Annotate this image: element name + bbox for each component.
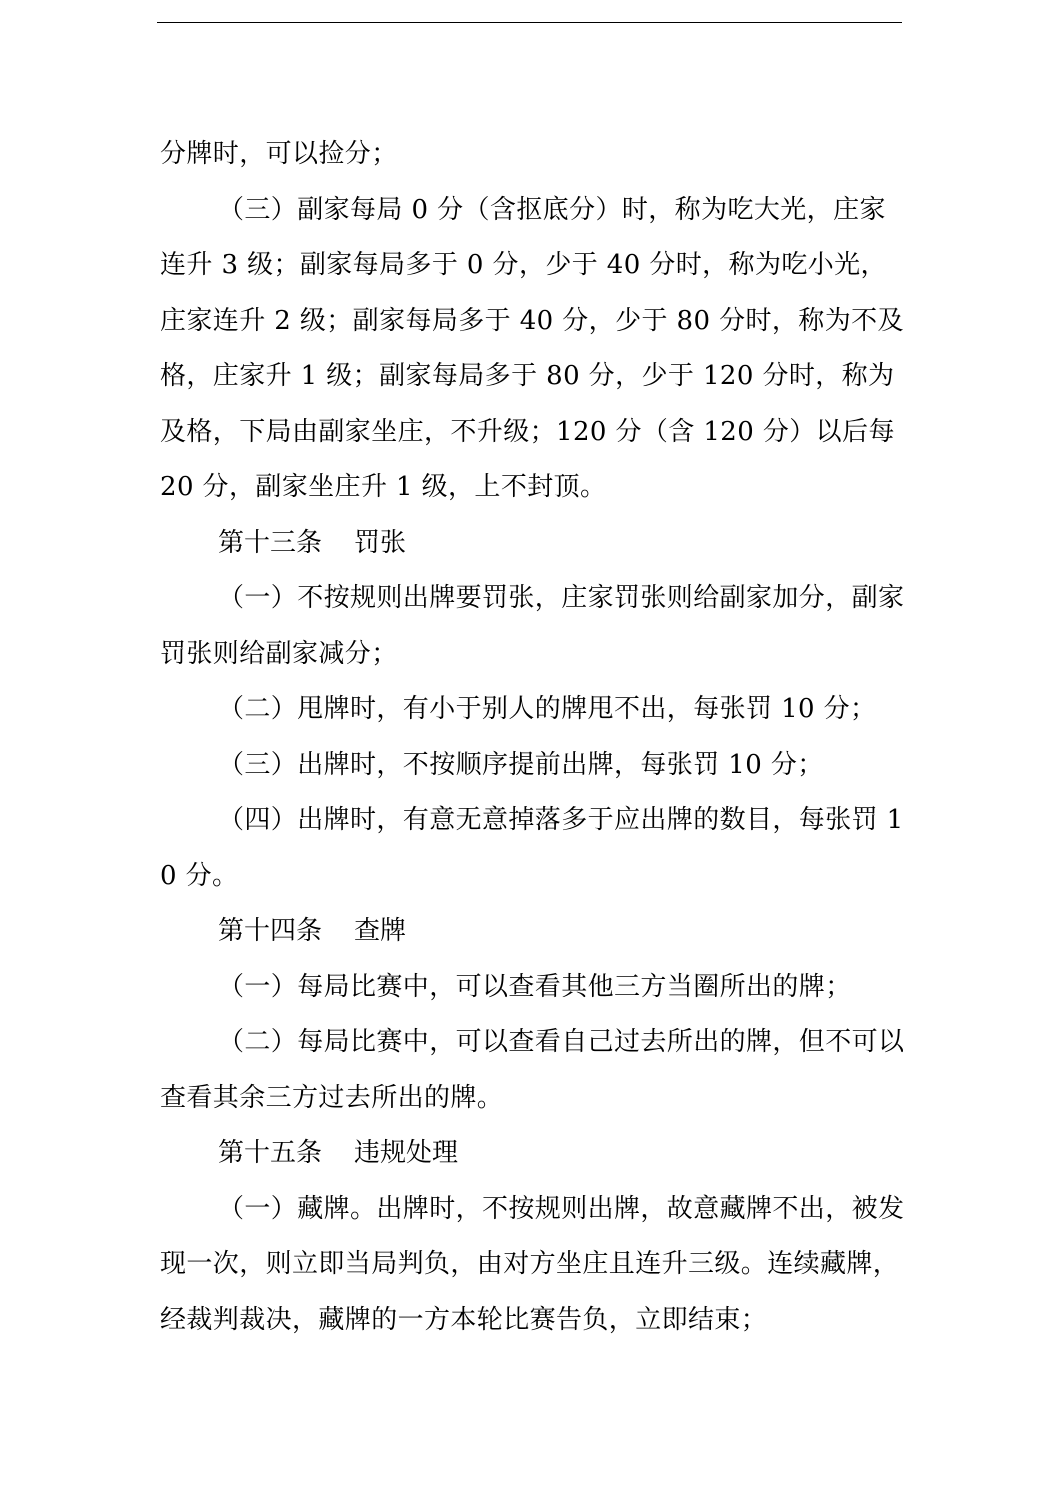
document-body [160, 127, 905, 1348]
article-15-title: 违规处理 [354, 1138, 459, 1168]
article-13-title: 罚张 [354, 527, 407, 558]
header-rule [157, 22, 902, 23]
paragraph-penalty-1: （一）不按规则出牌要罚张，庄家罚张则给副家加分，副家罚张则给副家减分； [160, 583, 905, 669]
paragraph-penalty-3: （三）出牌时，不按顺序提前出牌，每张罚 10 分； [218, 749, 824, 780]
paragraph-penalty-2: （二）甩牌时，有小于别人的牌甩不出，每张罚 10 分； [218, 694, 877, 724]
paragraph-penalty-4: （四）出牌时，有意无意掉落多于应出牌的数目，每张罚 10 分。 [160, 805, 904, 891]
paragraph-check-1: （一）每局比赛中，可以查看其他三方当圈所出的牌； [218, 971, 852, 1002]
article-14-number: 第十四条 [218, 916, 323, 946]
paragraph-check-2: （二）每局比赛中，可以查看自己过去所出的牌，但不可以查看其余三方过去所出的牌。 [160, 1027, 905, 1113]
paragraph-score-rules: （三）副家每局 0 分（含抠底分）时，称为吃大光，庄家连升 3 级；副家每局多于 0 分，少于 40 分时，称为吃小光，庄家连升 2 级；副家每局多于 40 分，少于 80 分时，称为不及格，庄家升 1 级；副家每局多于 80 分，少于 120 分时，称为及格，下局由副家坐庄，不升级；120 分（含 120 分）以后每 20 分，副家坐庄升 1 级，上不封顶。 [160, 194, 904, 502]
paragraph-violation-1: （一）藏牌。出牌时，不按规则出牌，故意藏牌不出，被发现一次，则立即当局判负，由对方坐庄且连升三级。连续藏牌，经裁判裁决，藏牌的一方本轮比赛告负，立即结束； [160, 1193, 905, 1335]
article-15-heading [160, 1126, 905, 1182]
article-15-number: 第十五条 [218, 1138, 323, 1168]
paragraph-continuation: 分牌时，可以捡分； [160, 139, 398, 169]
article-14-heading [160, 904, 905, 960]
article-14-title: 查牌 [354, 916, 407, 946]
article-13-number: 第十三条 [218, 527, 323, 558]
article-13-heading [160, 516, 905, 572]
